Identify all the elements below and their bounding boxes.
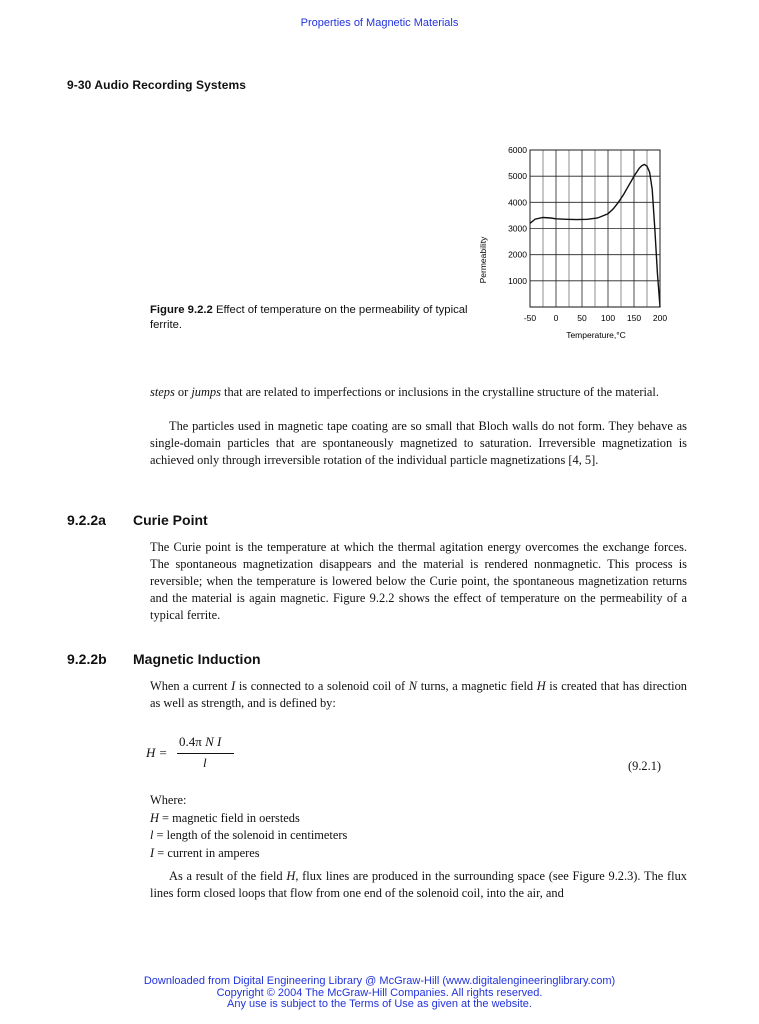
def-text: = magnetic field in oersteds (158, 810, 300, 825)
symbol-I: I (231, 679, 236, 693)
equation-lhs: H = (146, 745, 168, 760)
equation-numerator (179, 734, 221, 750)
equation-number: (9.2.1) (628, 759, 662, 773)
def-text: = current in amperes (154, 845, 260, 860)
paragraph-steps (150, 384, 687, 401)
symbol-H: H (536, 679, 546, 693)
definition-H (150, 810, 347, 828)
where-label: Where: (150, 793, 187, 807)
figure-caption (150, 303, 475, 333)
section-number-a: 9.2.2a (67, 512, 106, 528)
term-jumps: jumps (191, 385, 221, 399)
y-axis-label: Permeability (478, 236, 488, 284)
x-tick-label: 100 (600, 313, 616, 323)
paragraph-particles: The particles used in magnetic tape coating are so small that Bloch walls do not form. They behave as single-domain particles that are spontaneously magnetized to saturation. Irreversible magnetization is achieved only through irreversible rotation of the individual particle magnetizations [4, 5]. (150, 419, 687, 467)
text-fragment: is created that has direction as well as strength, and is defined by: (150, 679, 687, 710)
definition-l (150, 827, 347, 845)
def-symbol: l (150, 828, 154, 842)
y-tick-label: 5000 (508, 171, 527, 182)
def-symbol: H (150, 810, 159, 825)
equation-constant: 0.4π (179, 734, 202, 749)
figure-caption-label: Figure 9.2.2 (150, 304, 213, 316)
footer (0, 976, 759, 1011)
x-axis-label: Temperature,°C (566, 330, 626, 340)
x-tick-label: 0 (553, 313, 559, 323)
section-title-magnetic-induction: Magnetic Induction (133, 651, 261, 667)
x-tick-label: -50 (523, 313, 537, 323)
x-tick-label: 200 (652, 313, 668, 323)
text-fragment: is connected to a solenoid coil of (235, 679, 409, 693)
def-symbol: I (150, 845, 155, 860)
footer-copyright-line[interactable]: Copyright © 2004 The McGraw-Hill Companies. All rights reserved. (216, 986, 543, 999)
y-tick-label: 3000 (508, 223, 527, 234)
text-fragment: When a current (150, 679, 232, 693)
fraction-bar (177, 753, 234, 754)
symbol-N: N (408, 679, 418, 693)
paragraph-curie: The Curie point is the temperature at which the thermal agitation energy overcomes the exchange forces. The spontaneous magnetization disappears and the material is rendered nonmagnetic. This process is reversible; when the temperature is lowered below the Curie point, the spontaneous magnetization returns and the material is again magnetic. Figure 9.2.2 shows the effect of temperature on the permeability of a typical ferrite. (150, 540, 687, 622)
running-head: 9-30 Audio Recording Systems (67, 78, 247, 92)
section-number-b: 9.2.2b (67, 651, 107, 667)
x-tick-label: 150 (626, 313, 642, 323)
equation-variables: N I (201, 734, 222, 749)
text-fragment: As a result of the field (169, 869, 287, 883)
y-tick-label: 6000 (508, 145, 527, 155)
text-fragment: turns, a magnetic field (417, 679, 537, 693)
section-title-curie-point: Curie Point (133, 512, 208, 528)
equation-denominator: l (203, 755, 207, 770)
text-fragment: or (174, 385, 192, 399)
symbol-H: H (286, 869, 296, 883)
permeability-chart (470, 140, 690, 350)
y-tick-label: 2000 (508, 249, 527, 260)
def-text: = length of the solenoid in centimeters (153, 828, 348, 842)
paragraph-induction (150, 678, 687, 712)
paragraph-flux (150, 868, 687, 902)
y-tick-label: 4000 (508, 197, 527, 208)
text-fragment: that are related to imperfections or inclusions in the crystalline structure of the material. (220, 385, 659, 399)
footer-download-line[interactable]: Downloaded from Digital Engineering Library @ McGraw-Hill (www.digitalengineeringlibrary.com) (143, 975, 616, 987)
figure-caption-text: Effect of temperature on the permeability of typical ferrite. (150, 304, 468, 331)
top-link[interactable]: Properties of Magnetic Materials (300, 17, 459, 29)
footer-terms-line[interactable]: Any use is subject to the Terms of Use as given at the website. (227, 998, 532, 1010)
text-fragment: , flux lines are produced in the surrounding space (see Figure 9.2.3). The flux lines form closed loops that flow from one end of the solenoid coil, into the air, and (150, 869, 687, 900)
x-tick-label: 50 (577, 313, 587, 323)
definition-I (150, 845, 347, 863)
definitions-list (150, 792, 347, 862)
term-steps: steps (150, 385, 175, 399)
y-tick-label: 1000 (508, 275, 527, 286)
